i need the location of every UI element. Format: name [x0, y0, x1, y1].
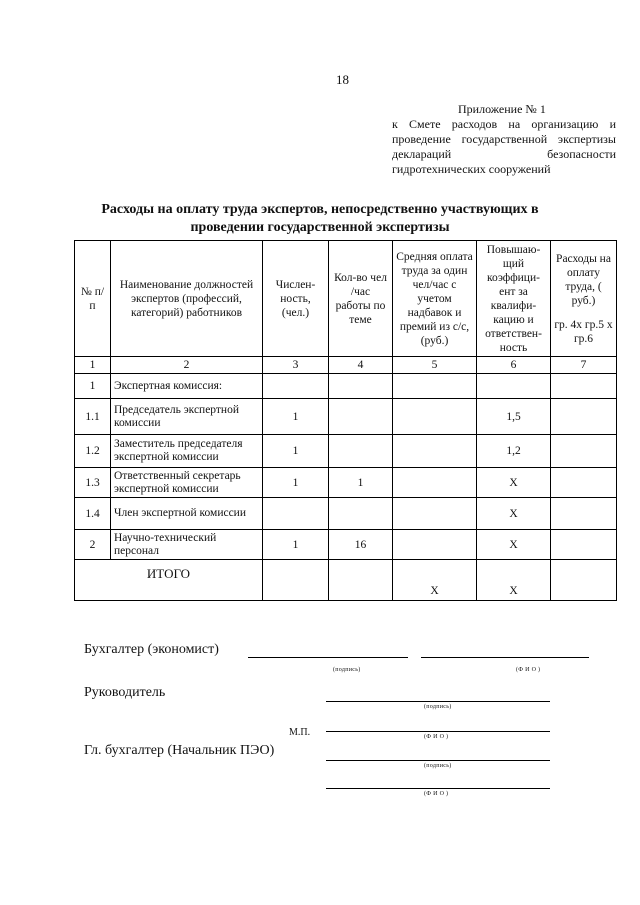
head-signature-caption: (подпись) [424, 704, 452, 710]
total-amount [551, 560, 617, 601]
row-hours [329, 374, 393, 399]
row-number: 1.1 [75, 399, 111, 435]
row-count: 1 [263, 468, 329, 498]
column-number: 1 [75, 357, 111, 374]
header-person-hours: Кол-во чел /час работы по теме [329, 241, 393, 357]
chief-accountant-fio-line [326, 788, 550, 789]
chief-accountant-fio-caption: (Ф И О ) [424, 791, 449, 797]
table-row [75, 374, 617, 399]
head-fio-caption: (Ф И О ) [424, 734, 449, 740]
row-coefficient: Х [477, 468, 551, 498]
header-headcount: Числен-ность, (чел.) [263, 241, 329, 357]
row-total [551, 530, 617, 560]
row-hours [329, 435, 393, 468]
document-title [80, 201, 560, 237]
row-coefficient [477, 374, 551, 399]
total-hours [329, 560, 393, 601]
column-number-row [75, 357, 617, 374]
header-labor-expenses-formula: гр. 4х гр.5 х гр.6 [554, 318, 613, 345]
row-total [551, 435, 617, 468]
column-number: 4 [329, 357, 393, 374]
accountant-signature-line [248, 657, 408, 658]
row-avg-pay [393, 399, 477, 435]
row-avg-pay [393, 530, 477, 560]
chief-accountant-signature-line [326, 760, 550, 761]
row-hours: 1 [329, 468, 393, 498]
row-coefficient: 1,5 [477, 399, 551, 435]
row-total [551, 399, 617, 435]
row-avg-pay [393, 435, 477, 468]
total-avg-pay: Х [393, 560, 477, 601]
row-count: 1 [263, 530, 329, 560]
table-row [75, 435, 617, 468]
page-number: 18 [336, 72, 349, 87]
head-signature-line [326, 701, 550, 702]
column-number: 2 [111, 357, 263, 374]
chief-accountant-signature-caption: (подпись) [424, 763, 452, 769]
header-position-name: Наименование должностей экспертов (профессий, категорий) работников [111, 241, 263, 357]
row-count [263, 498, 329, 530]
row-hours [329, 498, 393, 530]
row-coefficient: Х [477, 530, 551, 560]
row-name: Председатель экспертной комиссии [111, 399, 263, 435]
column-number: 5 [393, 357, 477, 374]
header-average-pay: Средняя оплата труда за один чел/час с учетом надбавок и премий из с/с, (руб.) [393, 241, 477, 357]
expenses-table [74, 240, 617, 601]
accountant-signature-caption: (подпись) [333, 667, 361, 673]
row-hours [329, 399, 393, 435]
row-name: Заместитель председателя экспертной комиссии [111, 435, 263, 468]
table-row [75, 530, 617, 560]
appendix-line-4: гидротехнических сооружений [392, 162, 551, 176]
row-count [263, 374, 329, 399]
appendix-line-1: к Смете расходов на организацию и [392, 117, 616, 131]
header-number: № п/п [75, 241, 111, 357]
row-name: Ответственный секретарь экспертной комиссии [111, 468, 263, 498]
row-avg-pay [393, 374, 477, 399]
column-number: 3 [263, 357, 329, 374]
row-number: 2 [75, 530, 111, 560]
accountant-fio-line [421, 657, 589, 658]
column-number: 6 [477, 357, 551, 374]
row-number: 1.4 [75, 498, 111, 530]
appendix-line-2: проведение государственной экспертизы [392, 132, 616, 146]
column-number: 7 [551, 357, 617, 374]
row-coefficient: Х [477, 498, 551, 530]
row-name: Член экспертной комиссии [111, 498, 263, 530]
row-coefficient: 1,2 [477, 435, 551, 468]
row-number: 1.2 [75, 435, 111, 468]
total-count [263, 560, 329, 601]
chief-accountant-label: Гл. бухгалтер (Начальник ПЭО) [84, 743, 275, 758]
header-labor-expenses-title: Расходы на оплату труда, ( руб.) [556, 252, 611, 307]
row-avg-pay [393, 498, 477, 530]
stamp-label: М.П. [289, 727, 311, 738]
row-number: 1.3 [75, 468, 111, 498]
row-avg-pay [393, 468, 477, 498]
row-number: 1 [75, 374, 111, 399]
head-fio-line [326, 731, 550, 732]
header-labor-expenses [551, 241, 617, 357]
row-count: 1 [263, 399, 329, 435]
appendix-line-3: деклараций безопасности [392, 147, 616, 161]
appendix-block [392, 102, 616, 177]
accountant-label: Бухгалтер (экономист) [84, 642, 219, 657]
appendix-title: Приложение № 1 [458, 102, 546, 116]
document-title-line-1: Расходы на оплату труда экспертов, непосредственно участвующих в [101, 202, 539, 217]
accountant-fio-caption: (Ф И О ) [516, 667, 541, 673]
header-coefficient: Повышаю-щий коэффици-ент за квалифи-кацию и ответствен-ность [477, 241, 551, 357]
table-row [75, 498, 617, 530]
table-header-row [75, 241, 617, 357]
row-count: 1 [263, 435, 329, 468]
table-row [75, 399, 617, 435]
row-name: Экспертная комиссия: [111, 374, 263, 399]
document-title-line-2: проведении государственной экспертизы [190, 220, 450, 235]
row-total [551, 498, 617, 530]
row-total [551, 468, 617, 498]
total-coefficient: Х [477, 560, 551, 601]
total-label: ИТОГО [75, 560, 263, 601]
row-total [551, 374, 617, 399]
table-row [75, 468, 617, 498]
total-row [75, 560, 617, 601]
row-hours: 16 [329, 530, 393, 560]
head-label: Руководитель [84, 685, 166, 700]
row-name: Научно-технический персонал [111, 530, 263, 560]
